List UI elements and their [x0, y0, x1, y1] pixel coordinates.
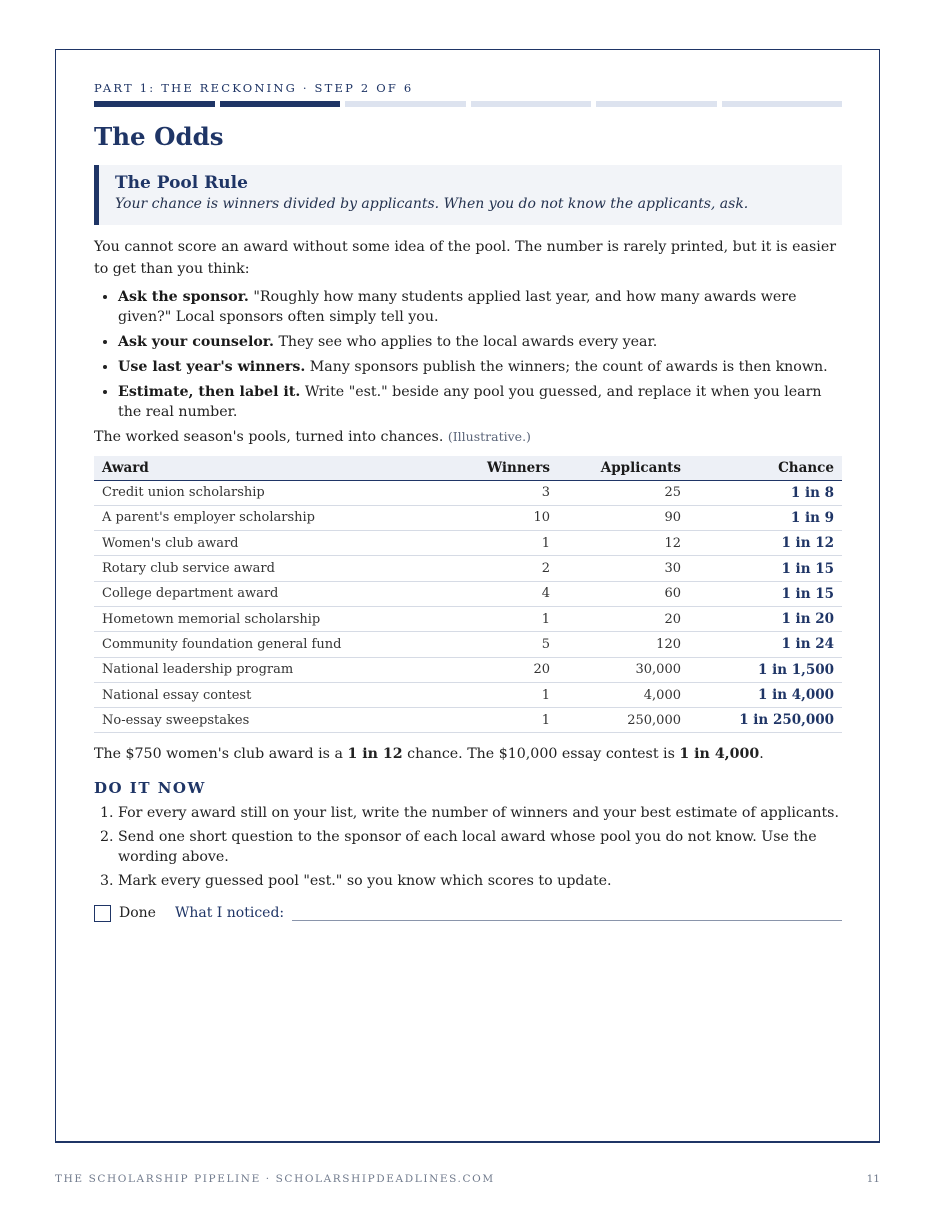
tip-lead: Ask the sponsor. [118, 289, 249, 305]
table-row [94, 657, 842, 682]
callout-heading: The Pool Rule [115, 173, 248, 193]
footer-source: THE SCHOLARSHIP PIPELINE · SCHOLARSHIPDEADLINES.COM [55, 1173, 495, 1185]
summary-text: . [759, 746, 764, 763]
completion-row [94, 903, 842, 923]
applicants-count: 30,000 [558, 657, 689, 682]
tip-lead: Estimate, then label it. [118, 384, 301, 400]
winners-count: 10 [464, 505, 558, 530]
do-it-now-heading: DO IT NOW [94, 779, 206, 798]
tips-list [94, 287, 842, 422]
summary-chance-womens-club: 1 in 12 [347, 746, 403, 763]
applicants-count: 25 [558, 480, 689, 505]
action-step: 3. Mark every guessed pool "est." so you know which scores to update. [118, 871, 842, 891]
tip-text: They see who applies to the local awards every year. [278, 334, 658, 350]
column-header-applicants: Applicants [558, 456, 689, 480]
chance-value: 1 in 15 [689, 581, 842, 606]
table-row [94, 556, 842, 581]
tip-lead: Ask your counselor. [118, 334, 274, 350]
winners-count: 2 [464, 556, 558, 581]
award-name: Credit union scholarship [94, 480, 464, 505]
chance-value: 1 in 24 [689, 632, 842, 657]
table-row [94, 632, 842, 657]
done-checkbox[interactable] [94, 905, 111, 922]
award-name: College department award [94, 581, 464, 606]
step-progress-bar [94, 101, 842, 107]
noticed-input-line[interactable] [292, 905, 842, 921]
tip-item [118, 382, 842, 422]
column-header-award: Award [94, 456, 464, 480]
chance-value: 1 in 15 [689, 556, 842, 581]
tip-text: Many sponsors publish the winners; the count of awards is then known. [309, 359, 828, 375]
odds-table-body [94, 480, 842, 733]
winners-count: 3 [464, 480, 558, 505]
table-header-row [94, 456, 842, 480]
applicants-count: 90 [558, 505, 689, 530]
pool-rule-callout [94, 165, 842, 225]
odds-table [94, 456, 842, 733]
content [94, 80, 842, 923]
award-name: Women's club award [94, 531, 464, 556]
action-step: 2. Send one short question to the sponsor of each local award whose pool you do not know. Use the wording above. [118, 827, 842, 867]
progress-segment [471, 101, 592, 107]
illustrative-note: (Illustrative.) [447, 429, 531, 444]
odds-summary [94, 744, 842, 764]
page-frame [55, 49, 880, 1143]
table-row [94, 708, 842, 733]
winners-count: 1 [464, 531, 558, 556]
table-row [94, 606, 842, 631]
noticed-label: What I noticed: [174, 905, 285, 922]
award-name: National essay contest [94, 682, 464, 707]
table-row [94, 682, 842, 707]
page-title: The Odds [94, 122, 224, 151]
award-name: Hometown memorial scholarship [94, 606, 464, 631]
progress-segment [220, 101, 341, 107]
chance-value: 1 in 250,000 [689, 708, 842, 733]
intro-paragraph: You cannot score an award without some idea of the pool. The number is rarely printed, but it is easier to get than you think: [94, 239, 837, 277]
winners-count: 20 [464, 657, 558, 682]
action-step: 1. For every award still on your list, write the number of winners and your best estimate of applicants. [118, 803, 842, 823]
chance-value: 1 in 9 [689, 505, 842, 530]
applicants-count: 250,000 [558, 708, 689, 733]
summary-text: The $750 women's club award is a [94, 746, 348, 763]
summary-chance-essay-contest: 1 in 4,000 [679, 746, 760, 763]
applicants-count: 4,000 [558, 682, 689, 707]
award-name: A parent's employer scholarship [94, 505, 464, 530]
column-header-winners: Winners [464, 456, 558, 480]
winners-count: 1 [464, 708, 558, 733]
winners-count: 1 [464, 682, 558, 707]
page-number: 11 [866, 1173, 880, 1185]
progress-segment [345, 101, 466, 107]
applicants-count: 60 [558, 581, 689, 606]
tip-text: Write "est." beside any pool you guessed, and replace it when you learn the real number. [118, 384, 822, 420]
tip-item [118, 357, 842, 377]
tip-text: "Roughly how many students applied last year, and how many awards were given?" Local sponsors often simply tell you. [118, 289, 797, 325]
progress-segment [94, 101, 215, 107]
award-name: Community foundation general fund [94, 632, 464, 657]
chance-value: 1 in 8 [689, 480, 842, 505]
chance-value: 1 in 1,500 [689, 657, 842, 682]
applicants-count: 30 [558, 556, 689, 581]
award-name: National leadership program [94, 657, 464, 682]
table-intro-text: The worked season's pools, turned into chances. [94, 429, 444, 445]
applicants-count: 12 [558, 531, 689, 556]
chance-value: 1 in 12 [689, 531, 842, 556]
action-steps-list [94, 803, 842, 891]
tip-item [118, 332, 842, 352]
progress-segment [722, 101, 843, 107]
table-intro [94, 427, 842, 447]
tip-item [118, 287, 842, 327]
table-row [94, 505, 842, 530]
callout-text: Your chance is winners divided by applicants. When you do not know the applicants, ask. [115, 196, 749, 212]
winners-count: 1 [464, 606, 558, 631]
applicants-count: 120 [558, 632, 689, 657]
award-name: No-essay sweepstakes [94, 708, 464, 733]
table-row [94, 480, 842, 505]
table-row [94, 531, 842, 556]
column-header-chance: Chance [689, 456, 842, 480]
step-eyebrow: PART 1: THE RECKONING · STEP 2 OF 6 [94, 81, 414, 95]
applicants-count: 20 [558, 606, 689, 631]
done-label: Done [119, 905, 156, 922]
tip-lead: Use last year's winners. [118, 359, 306, 375]
table-row [94, 581, 842, 606]
summary-text: chance. The $10,000 essay contest is [402, 746, 680, 763]
chance-value: 1 in 4,000 [689, 682, 842, 707]
winners-count: 4 [464, 581, 558, 606]
chance-value: 1 in 20 [689, 606, 842, 631]
progress-segment [596, 101, 717, 107]
winners-count: 5 [464, 632, 558, 657]
award-name: Rotary club service award [94, 556, 464, 581]
